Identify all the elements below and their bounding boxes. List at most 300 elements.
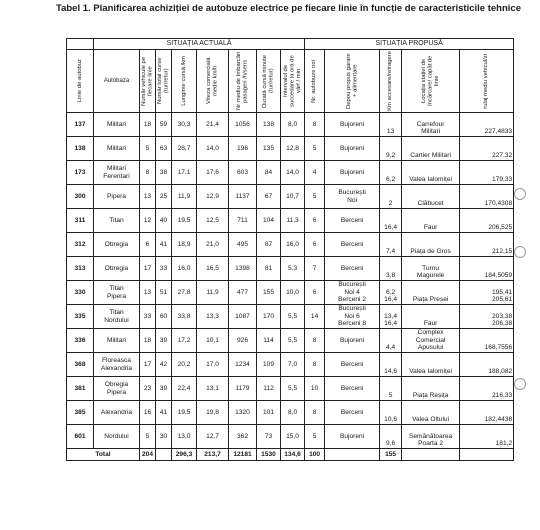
total-duration: 1530	[257, 449, 281, 461]
access-km-cell-line: 6,2	[386, 176, 396, 184]
length-cell: 17,2	[172, 329, 197, 353]
table-row	[67, 305, 514, 329]
column-header-label: Număr total curse (tur/retur)	[157, 57, 170, 105]
depot-cell-line: Pipera	[106, 388, 127, 396]
interval-cell: 8,0	[281, 401, 305, 425]
total-station	[402, 449, 460, 461]
table-row	[67, 161, 514, 185]
column-header-label: Nr mediu de îmbarcări pasageri /h/sens	[236, 51, 249, 111]
new-buses-cell: 8	[305, 401, 325, 425]
proposed-depot-cell	[325, 281, 380, 305]
depot-cell-line: Militari	[106, 164, 127, 172]
depot-cell-line: Obregia	[104, 264, 129, 272]
station-cell	[402, 137, 460, 161]
table-row	[67, 329, 514, 353]
boardings-cell: 1320	[229, 401, 257, 425]
depot-cell-line: Titan	[109, 216, 124, 224]
proposed-depot-cell-line: Bujoreni	[339, 168, 365, 176]
station-cell-line: Apusului	[417, 344, 444, 352]
line-number-cell: 330	[67, 281, 94, 305]
station-cell	[402, 281, 460, 305]
station-cell-line: Faur	[423, 224, 438, 232]
vehicles-cell: 18	[140, 113, 156, 137]
boardings-cell: 1179	[229, 377, 257, 401]
mileage-cell-line: 168,7556	[484, 344, 513, 352]
mileage-cell-line: 170,4308	[484, 200, 513, 208]
proposed-depot-cell	[325, 353, 380, 377]
mileage-cell	[460, 233, 514, 257]
interval-cell: 14,0	[281, 161, 305, 185]
interval-cell: 5,5	[281, 377, 305, 401]
speed-cell: 16,5	[197, 257, 229, 281]
mileage-cell-line: 227,4833	[484, 128, 513, 136]
column-header-label: Viteza comercială medie km/h	[206, 57, 219, 105]
depot-cell-line: Alexandria	[100, 408, 133, 416]
line-number-cell: 601	[67, 425, 94, 449]
depot-cell	[94, 113, 140, 137]
boardings-cell: 603	[229, 161, 257, 185]
access-km-cell-line: 3,8	[386, 272, 396, 280]
proposed-depot-cell-line: București	[338, 281, 366, 289]
length-cell: 30,3	[172, 113, 197, 137]
proposed-depot-cell	[325, 329, 380, 353]
station-cell	[402, 233, 460, 257]
interval-cell: 5,5	[281, 305, 305, 329]
speed-cell: 10,1	[197, 329, 229, 353]
access-km-cell-line: 2	[388, 200, 393, 208]
duration-cell: 84	[257, 161, 281, 185]
proposed-depot-cell-line: Berceni	[340, 384, 364, 392]
station-cell	[402, 209, 460, 233]
mileage-cell	[460, 137, 514, 161]
table-row	[67, 281, 514, 305]
access-km-cell-line: 9,2	[386, 152, 396, 160]
interval-cell: 11,3	[281, 209, 305, 233]
column-header	[402, 50, 460, 113]
access-km-cell-line: 14,6	[384, 368, 398, 376]
duration-cell: 155	[257, 281, 281, 305]
line-number-cell: 368	[67, 353, 94, 377]
access-km-cell	[380, 161, 402, 185]
mileage-cell	[460, 185, 514, 209]
vehicles-cell: 17	[140, 353, 156, 377]
duration-cell: 101	[257, 401, 281, 425]
boardings-cell: 1398	[229, 257, 257, 281]
proposed-depot-cell-line: Noi 6	[344, 312, 360, 320]
mileage-cell-line: 182,4438	[484, 416, 513, 424]
interval-cell: 5,5	[281, 329, 305, 353]
boardings-cell: 196	[229, 137, 257, 161]
depot-cell	[94, 425, 140, 449]
proposed-depot-cell-line: Noi 4	[344, 288, 360, 296]
access-km-cell-line: 16,4	[384, 320, 398, 328]
new-buses-cell: 5	[305, 137, 325, 161]
access-km-cell	[380, 185, 402, 209]
length-cell: 22,4	[172, 377, 197, 401]
column-header-label: Intervalul de succedare la ora de vârf / min	[282, 55, 302, 107]
station-cell-line: Piața Presei	[412, 296, 449, 304]
new-buses-cell: 6	[305, 233, 325, 257]
table-row	[67, 137, 514, 161]
mileage-cell-line: 212,15	[491, 248, 513, 256]
trips-cell: 59	[156, 113, 172, 137]
column-header-label: Depou propus garare + alimentare	[345, 53, 359, 109]
column-header	[197, 50, 229, 113]
speed-cell: 13,1	[197, 377, 229, 401]
boardings-cell: 1137	[229, 185, 257, 209]
line-number-cell: 335	[67, 305, 94, 329]
access-km-cell	[380, 209, 402, 233]
table-row	[67, 113, 514, 137]
trips-cell: 39	[156, 329, 172, 353]
access-km-cell-line: 4,4	[386, 344, 396, 352]
station-cell	[402, 113, 460, 137]
station-cell-line: Valea Ialomiței	[409, 176, 452, 184]
table-row	[67, 209, 514, 233]
trips-cell: 63	[156, 137, 172, 161]
table-row	[67, 377, 514, 401]
column-header-label: Km accesare/retragere	[387, 51, 394, 111]
vehicles-cell: 5	[140, 425, 156, 449]
depot-cell	[94, 281, 140, 305]
proposed-depot-cell-line: Noi	[347, 196, 358, 204]
mileage-cell-line: 184,5059	[484, 272, 513, 280]
vehicles-cell: 16	[140, 401, 156, 425]
mileage-cell-line: 188,082	[488, 368, 513, 376]
speed-cell: 17,0	[197, 353, 229, 377]
length-cell: 20,2	[172, 353, 197, 377]
station-cell	[402, 185, 460, 209]
header-blank	[67, 39, 94, 50]
line-number-cell: 137	[67, 113, 94, 137]
proposed-depot-cell	[325, 209, 380, 233]
depot-cell-line: Militari	[106, 120, 127, 128]
column-header-label: rulaj mediu vehicul/zi	[483, 53, 490, 109]
column-header	[140, 50, 156, 113]
duration-cell: 109	[257, 353, 281, 377]
interval-cell: 16,0	[281, 233, 305, 257]
column-header	[257, 50, 281, 113]
mileage-cell-line: 179,33	[491, 176, 513, 184]
mileage-cell	[460, 161, 514, 185]
total-label: Total	[67, 449, 140, 461]
duration-cell: 135	[257, 137, 281, 161]
duration-cell: 170	[257, 305, 281, 329]
duration-cell: 104	[257, 209, 281, 233]
access-km-cell-line: 13,4	[384, 312, 398, 320]
column-header-label: Lungime cursă /km	[180, 56, 187, 106]
access-km-cell-line: 13	[386, 128, 395, 136]
station-cell-line: Faur	[423, 320, 438, 328]
trips-cell: 41	[156, 233, 172, 257]
total-mileage	[460, 449, 514, 461]
length-cell: 19,5	[172, 209, 197, 233]
trips-cell: 42	[156, 353, 172, 377]
mileage-cell	[460, 377, 514, 401]
column-header	[172, 50, 197, 113]
column-header-label: Nr. autobuze noi	[311, 59, 318, 103]
speed-cell: 12,5	[197, 209, 229, 233]
mileage-cell-line: 195,41	[491, 288, 513, 296]
vehicles-cell: 23	[140, 377, 156, 401]
column-header-label: Număr vehicule pe fiecare linie	[141, 56, 154, 106]
station-cell-line: Valea Oltului	[412, 416, 450, 424]
boardings-cell: 362	[229, 425, 257, 449]
radio-circle-icon[interactable]	[514, 378, 526, 390]
proposed-depot-cell-line: Berceni	[340, 360, 364, 368]
speed-cell: 14,0	[197, 137, 229, 161]
duration-cell: 87	[257, 233, 281, 257]
access-km-cell-line: 6,2	[386, 288, 396, 296]
depot-cell	[94, 185, 140, 209]
proposed-depot-cell-line: Berceni	[340, 408, 364, 416]
interval-cell: 5,3	[281, 257, 305, 281]
access-km-cell	[380, 305, 402, 329]
proposed-depot-cell	[325, 305, 380, 329]
mileage-cell	[460, 401, 514, 425]
access-km-cell	[380, 353, 402, 377]
duration-cell: 112	[257, 377, 281, 401]
proposed-depot-cell-line: Berceni	[340, 216, 364, 224]
bus-planning-table	[66, 38, 514, 461]
line-number-cell: 311	[67, 209, 94, 233]
station-cell	[402, 377, 460, 401]
trips-cell: 25	[156, 185, 172, 209]
depot-cell-line: Nordului	[104, 316, 129, 324]
line-number-cell: 336	[67, 329, 94, 353]
station-cell-line: Clăbucet	[417, 200, 444, 208]
trips-cell: 38	[156, 161, 172, 185]
speed-cell: 12,9	[197, 185, 229, 209]
proposed-depot-cell-line: Berceni 8	[338, 320, 367, 328]
new-buses-cell: 7	[305, 257, 325, 281]
interval-cell: 12,8	[281, 137, 305, 161]
station-cell	[402, 161, 460, 185]
new-buses-cell: 8	[305, 329, 325, 353]
station-cell-line: Cartier Militari	[410, 152, 451, 160]
depot-cell-line: Titan	[109, 308, 124, 316]
proposed-depot-cell	[325, 113, 380, 137]
access-km-cell	[380, 401, 402, 425]
proposed-depot-cell	[325, 185, 380, 209]
trips-cell: 39	[156, 377, 172, 401]
new-buses-cell: 5	[305, 425, 325, 449]
total-depot	[325, 449, 380, 461]
station-cell	[402, 257, 460, 281]
table-row	[67, 401, 514, 425]
depot-cell	[94, 353, 140, 377]
total-interval: 134,6	[281, 449, 305, 461]
vehicles-cell: 8	[140, 161, 156, 185]
length-cell: 13,0	[172, 425, 197, 449]
access-km-cell	[380, 257, 402, 281]
interval-cell: 10,0	[281, 281, 305, 305]
depot-cell	[94, 137, 140, 161]
total-boardings: 12181	[229, 449, 257, 461]
column-header-label: Linie de autobuz	[76, 59, 83, 103]
speed-cell: 12,7	[197, 425, 229, 449]
depot-cell-line: Floreasca	[102, 356, 131, 364]
radio-circle-icon[interactable]	[514, 188, 526, 200]
length-cell: 28,7	[172, 137, 197, 161]
station-cell	[402, 305, 460, 329]
line-number-cell: 313	[67, 257, 94, 281]
vehicles-cell: 33	[140, 305, 156, 329]
proposed-depot-cell-line: Berceni 2	[338, 296, 367, 304]
vehicles-cell: 12	[140, 209, 156, 233]
mileage-cell-line: 181,2	[495, 440, 513, 448]
mileage-cell-line: 216,33	[491, 392, 513, 400]
speed-cell: 21,0	[197, 233, 229, 257]
trips-cell: 33	[156, 257, 172, 281]
mileage-cell	[460, 329, 514, 353]
depot-cell-line: Militari	[106, 144, 127, 152]
column-header	[229, 50, 257, 113]
trips-cell: 51	[156, 281, 172, 305]
boardings-cell: 1234	[229, 353, 257, 377]
radio-circle-icon[interactable]	[514, 246, 526, 258]
station-cell-line: Complex	[417, 329, 444, 337]
table-row	[67, 353, 514, 377]
station-cell	[402, 401, 460, 425]
station-cell	[402, 425, 460, 449]
total-km: 155	[380, 449, 402, 461]
proposed-depot-cell-line: Bujoreni	[339, 432, 365, 440]
depot-cell-line: Pipera	[106, 192, 127, 200]
boardings-cell: 926	[229, 329, 257, 353]
access-km-cell	[380, 425, 402, 449]
total-row	[67, 449, 514, 461]
proposed-depot-cell-line: Bujoreni	[339, 144, 365, 152]
column-header-label: Durată cursă minute (tur/retur)	[262, 54, 275, 108]
proposed-depot-cell	[325, 377, 380, 401]
station-cell-line: Valea Ialomiței	[409, 368, 452, 376]
depot-cell	[94, 161, 140, 185]
depot-cell-line: Obregia	[104, 240, 129, 248]
new-buses-cell: 5	[305, 185, 325, 209]
depot-cell	[94, 233, 140, 257]
line-number-cell: 312	[67, 233, 94, 257]
proposed-depot-cell-line: Berceni	[340, 240, 364, 248]
station-cell-line: Militari	[421, 128, 441, 136]
access-km-cell	[380, 113, 402, 137]
depot-cell	[94, 305, 140, 329]
vehicles-cell: 5	[140, 137, 156, 161]
column-header	[305, 50, 325, 113]
vehicles-cell: 13	[140, 281, 156, 305]
vehicles-cell: 13	[140, 185, 156, 209]
trips-cell: 41	[156, 401, 172, 425]
trips-cell: 40	[156, 209, 172, 233]
mileage-cell	[460, 257, 514, 281]
mileage-cell	[460, 209, 514, 233]
station-cell-line: Piața Reșița	[412, 392, 449, 400]
depot-cell-line: Alexandria	[100, 364, 133, 372]
proposed-depot-cell	[325, 425, 380, 449]
total-speed: 213,7	[197, 449, 229, 461]
access-km-cell-line: 10,6	[384, 416, 398, 424]
access-km-cell	[380, 329, 402, 353]
line-number-cell: 138	[67, 137, 94, 161]
duration-cell: 81	[257, 257, 281, 281]
proposed-depot-cell	[325, 233, 380, 257]
access-km-cell	[380, 137, 402, 161]
column-header	[325, 50, 380, 113]
access-km-cell-line: 5	[388, 392, 393, 400]
length-cell: 19,5	[172, 401, 197, 425]
mileage-cell-line: 227,32	[491, 152, 513, 160]
station-cell-line: Poarta 2	[418, 440, 444, 448]
new-buses-cell: 8	[305, 353, 325, 377]
speed-cell: 11,9	[197, 281, 229, 305]
duration-cell: 114	[257, 329, 281, 353]
mileage-cell-line: 206,525	[488, 224, 513, 232]
column-header	[281, 50, 305, 113]
vehicles-cell: 18	[140, 329, 156, 353]
mileage-cell	[460, 425, 514, 449]
trips-cell: 30	[156, 425, 172, 449]
table-row	[67, 257, 514, 281]
proposed-depot-cell	[325, 257, 380, 281]
speed-cell: 21,4	[197, 113, 229, 137]
trips-cell: 60	[156, 305, 172, 329]
new-buses-cell: 14	[305, 305, 325, 329]
station-cell-line: Magurele	[416, 272, 445, 280]
interval-cell: 7,0	[281, 353, 305, 377]
depot-cell	[94, 257, 140, 281]
speed-cell: 13,3	[197, 305, 229, 329]
column-header	[380, 50, 402, 113]
mileage-cell	[460, 281, 514, 305]
station-cell-line: Carrefour	[416, 120, 445, 128]
station-cell	[402, 353, 460, 377]
depot-cell	[94, 377, 140, 401]
table-row	[67, 185, 514, 209]
total-vehicles: 204	[140, 449, 156, 461]
total-length: 296,3	[172, 449, 197, 461]
line-number-cell: 300	[67, 185, 94, 209]
speed-cell: 17,6	[197, 161, 229, 185]
column-header-label: Autobaza	[103, 77, 130, 84]
length-cell: 17,1	[172, 161, 197, 185]
access-km-cell-line: 9,6	[386, 440, 396, 448]
access-km-cell	[380, 377, 402, 401]
mileage-cell-line: 206,38	[491, 320, 513, 328]
proposed-depot-cell	[325, 137, 380, 161]
mileage-cell-line: 203,38	[491, 312, 513, 320]
length-cell: 27,8	[172, 281, 197, 305]
mileage-cell-line: 205,61	[491, 296, 513, 304]
mileage-cell	[460, 353, 514, 377]
column-header-label: Locația stației de încărcare/ capăt de linie	[420, 55, 440, 107]
column-header	[156, 50, 172, 113]
depot-cell	[94, 401, 140, 425]
duration-cell: 67	[257, 185, 281, 209]
depot-cell-line: Ferentari	[103, 172, 130, 180]
length-cell: 18,9	[172, 233, 197, 257]
section-current: SITUAȚIA ACTUALĂ	[94, 39, 305, 50]
table-row	[67, 425, 514, 449]
access-km-cell-line: 16,4	[384, 296, 398, 304]
table-row	[67, 233, 514, 257]
station-cell-line: Piața de Gros	[410, 248, 451, 256]
station-cell-line: Semănătoarea	[408, 432, 453, 440]
depot-cell	[94, 209, 140, 233]
section-proposed: SITUAȚIA PROPUSĂ	[305, 39, 514, 50]
station-cell-line: Turnu	[422, 264, 440, 272]
column-header	[460, 50, 514, 113]
proposed-depot-cell-line: Bujoreni	[339, 336, 365, 344]
